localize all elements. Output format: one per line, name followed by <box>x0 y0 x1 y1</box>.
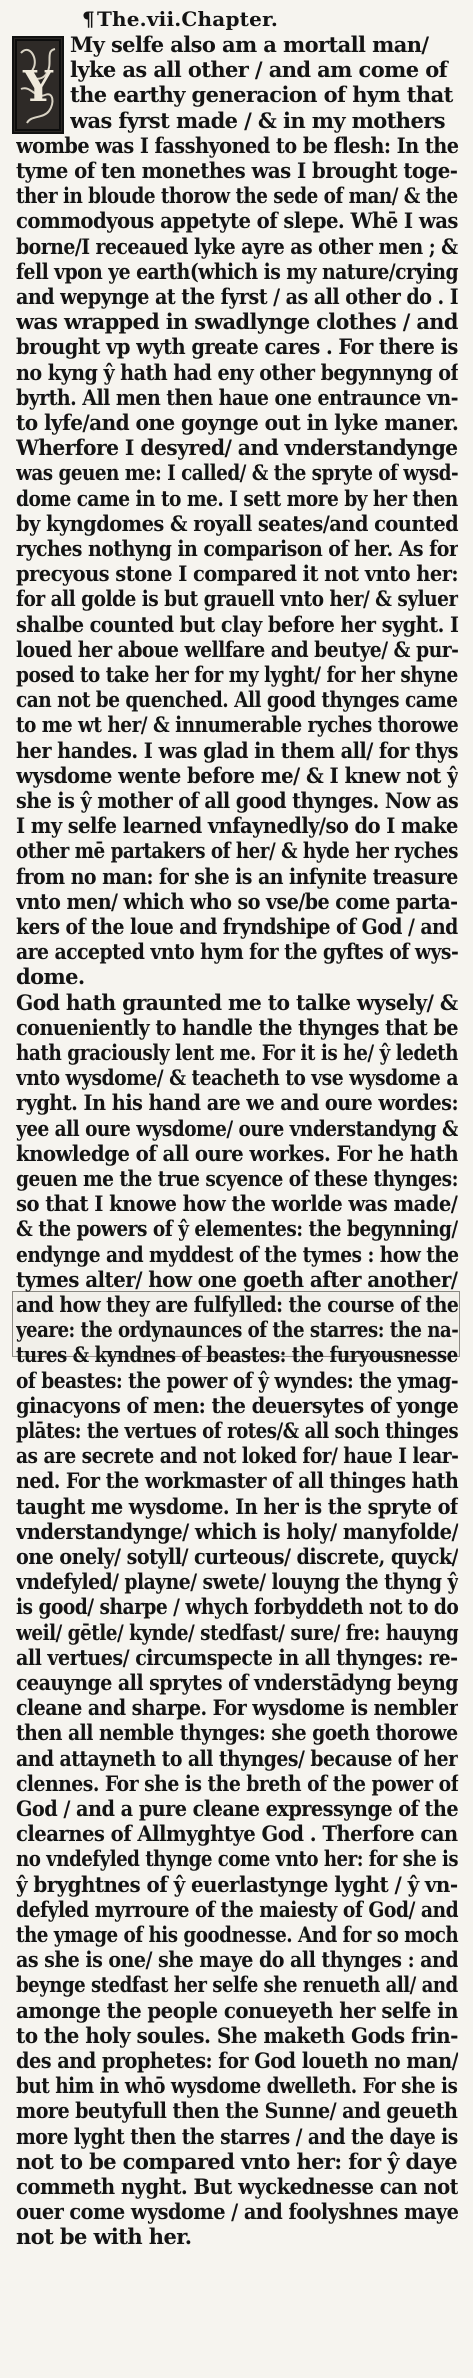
text-line: precyous stone I compared it not vnto her: <box>16 561 459 587</box>
pilcrow-mark: ¶ <box>82 7 95 31</box>
text-line: was geuen me: I called/ & the spryte of wysd- <box>16 460 459 486</box>
text-line: wysdome wente before me/ & I knew not ŷ <box>16 762 458 788</box>
text-line: by kyngdomes & royall seates/and counted <box>16 510 459 536</box>
text-line: is good/ sharpe / whych forbyddeth not to do <box>16 1594 459 1620</box>
text-line: her handes. I was glad in them all/ for thys <box>16 737 458 763</box>
text-line: of beastes: the power of ŷ wyndes: the ymag- <box>16 1367 459 1393</box>
text-line: dome. <box>16 964 85 990</box>
text-line: not be with her. <box>16 2224 192 2250</box>
text-line: and wepynge at the fyrst / as all other do . I <box>16 284 458 309</box>
text-line: des and prophetes: for God loueth no man/ <box>16 2048 459 2073</box>
text-line: fell vpon ye earth(which is my nature/crying <box>16 258 459 284</box>
text-line: all vertues/ circumspecte in all thynges: re- <box>16 1644 458 1670</box>
text-line: the ymage of his goodnesse. And for so moch <box>16 1922 459 1947</box>
text-line: amonge the people conueyeth her selfe in <box>16 1997 458 2023</box>
text-line: and how they are fulfylled: the course of the <box>16 1292 459 1317</box>
text-line: dome came in to me. I sett more by her then <box>16 485 458 511</box>
text-line: for all golde is but grauell vnto her/ & syluer <box>16 586 458 612</box>
text-line: vnto men/ which who so vse/be come parta- <box>16 888 458 914</box>
chapter-title: The.vii.Chapter. <box>96 7 279 31</box>
text-line: no vndefyled thynge come vnto her: for she is <box>16 1846 458 1872</box>
text-line: vnto wysdome/ & teacheth to vse wysdome a <box>16 1065 458 1091</box>
text-line: cleane and sharpe. For wysdome is nembler <box>16 1695 459 1721</box>
text-line: vndefyled/ playne/ swete/ louyng the thyng ŷ <box>16 1569 458 1595</box>
text-line: ryches nothyng in comparison of her. As for <box>16 536 459 561</box>
text-line: was fyrst made / & in my mothers <box>70 107 445 133</box>
text-line: yeare: the ordynaunces of the starres: the na- <box>16 1317 459 1343</box>
text-line: to lyfe/and one goynge out in lyke maner. <box>16 410 459 435</box>
text-line: byrth. All men then haue one entraunce vn- <box>16 384 458 410</box>
text-line: but him in whō wysdome dwelleth. For she is <box>16 2073 458 2099</box>
initial-ornament-icon <box>15 39 61 131</box>
text-line: weil/ gētle/ kynde/ stedfast/ sure/ fre: hauyng <box>16 1619 459 1645</box>
text-line: can not be quenched. All good thynges came <box>16 687 458 713</box>
text-line: My selfe also am a mortall man/ <box>70 32 429 57</box>
text-line: geuen me the true scyence of these thynges: <box>16 1166 458 1191</box>
text-line: ouer come wysdome / and foolyshnes maye <box>16 2199 459 2225</box>
text-line: ryght. In his hand are we and oure wordes: <box>16 1090 459 1116</box>
text-line: ther in bloude thorow the sede of man/ & the <box>16 183 458 209</box>
text-line: not to be compared vnto her: for ŷ daye <box>16 2148 458 2174</box>
text-line: ginacyons of men: the deuersytes of yonge <box>16 1392 459 1418</box>
text-line: more beutyfull then the Sunne/ and geueth <box>16 2098 458 2124</box>
text-line: other mē partakers of her/ & hyde her ryches <box>16 838 458 864</box>
text-line: knowledge of all oure workes. For he hath <box>16 1140 458 1166</box>
text-line: commeth nyght. But wyckednesse can not <box>16 2174 458 2199</box>
decorated-initial <box>12 36 64 134</box>
text-line: commodyous appetyte of slepe. Whē I was <box>16 208 458 234</box>
text-line: yee all oure wysdome/ oure vnderstandyng & <box>16 1115 458 1141</box>
text-line: ceauynge all sprytes of vnderstādyng beyng <box>16 1670 459 1695</box>
text-line: then all nemble thynges: she goeth thorowe <box>16 1720 458 1746</box>
text-line: so that I knowe how the worlde was made/ <box>16 1191 458 1217</box>
text-line: one onely/ sotyll/ curteous/ discrete, quyck/ <box>16 1544 458 1569</box>
text-line: I my selfe learned vnfaynedly/so do I make <box>16 813 458 839</box>
svg-text:Y: Y <box>23 62 53 111</box>
text-line: ned. For the workmaster of all thinges hath <box>16 1468 459 1494</box>
text-line: tyme of ten monethes was I brought toge- <box>16 158 458 183</box>
text-line: Wherfore I desyred/ and vnderstandynge <box>16 435 458 461</box>
text-line: as she is one/ she maye do all thynges : and <box>16 1947 458 1973</box>
text-line: posed to take her for my lyght/ for her shyne <box>16 662 458 687</box>
text-line: as are secrete and not loked for/ haue I lear- <box>16 1443 459 1469</box>
text-line: plātes: the vertues of rotes/& all soch thinges <box>16 1418 458 1443</box>
text-line: from no man: for she is an infynite treasure <box>16 863 458 889</box>
text-line: loued her aboue wellfare and beutye/ & pur- <box>16 636 459 662</box>
text-line: no kyng ŷ hath had eny other begynnyng of <box>16 359 458 385</box>
text-line: God hath graunted me to talke wysely/ & <box>16 989 458 1015</box>
text-line: & the powers of ŷ elementes: the begynning/ <box>16 1216 458 1242</box>
text-line: tymes alter/ how one goeth after another/ <box>16 1266 458 1292</box>
text-line: shalbe counted but clay before her syght. I <box>16 611 459 637</box>
text-line: and attayneth to all thynges/ because of her <box>16 1745 458 1771</box>
text-line: more lyght then the starres / and the daye is <box>16 2123 458 2149</box>
text-line: taught me wysdome. In her is the spryte of <box>16 1493 458 1519</box>
text-line: God / and a pure cleane expressynge of the <box>16 1796 459 1821</box>
chapter-heading <box>82 8 278 30</box>
text-line: wombe was I fasshyoned to be flesh: In the <box>16 132 459 158</box>
text-line: ŷ bryghtnes of ŷ euerlastynge lyght / ŷ vn- <box>16 1871 458 1897</box>
text-line: to the holy soules. She maketh Gods frin- <box>16 2022 458 2048</box>
text-line: defyled myrroure of the maiesty of God/ and <box>16 1896 459 1922</box>
text-line: clearnes of Allmyghtye God . Therfore can <box>16 1821 458 1847</box>
text-line: endynge and myddest of the tymes : how the <box>16 1241 459 1267</box>
text-line: lyke as all other / and am come of <box>70 57 448 83</box>
text-line: beynge stedfast her selfe she renueth all/ and <box>16 1972 458 1998</box>
text-line: hath graciously lent me. For it is he/ ŷ ledeth <box>16 1040 458 1065</box>
text-line: she is ŷ mother of all good thynges. Now as <box>16 788 458 813</box>
text-line: clennes. For she is the breth of the power of <box>16 1770 459 1796</box>
text-line: kers of the loue and fryndshipe of God / and <box>16 914 458 939</box>
text-line: borne/I receaued lyke ayre as other men ; & <box>16 233 458 259</box>
text-line: brought vp wyth greate cares . For there is <box>16 334 458 360</box>
text-line: vnderstandynge/ which is holy/ manyfolde/ <box>16 1518 459 1544</box>
text-line: are accepted vnto hym for the gyftes of wys- <box>16 939 459 965</box>
text-line: conueniently to handle the thynges that be <box>16 1014 458 1040</box>
text-line: the earthy generacion of hym that <box>70 82 453 108</box>
text-line: tures & kyndnes of beastes: the furyousnesse <box>16 1342 458 1368</box>
text-line: was wrapped in swadlynge clothes / and <box>16 309 458 335</box>
text-line: to me wt her/ & innumerable ryches thorowe <box>16 712 458 738</box>
